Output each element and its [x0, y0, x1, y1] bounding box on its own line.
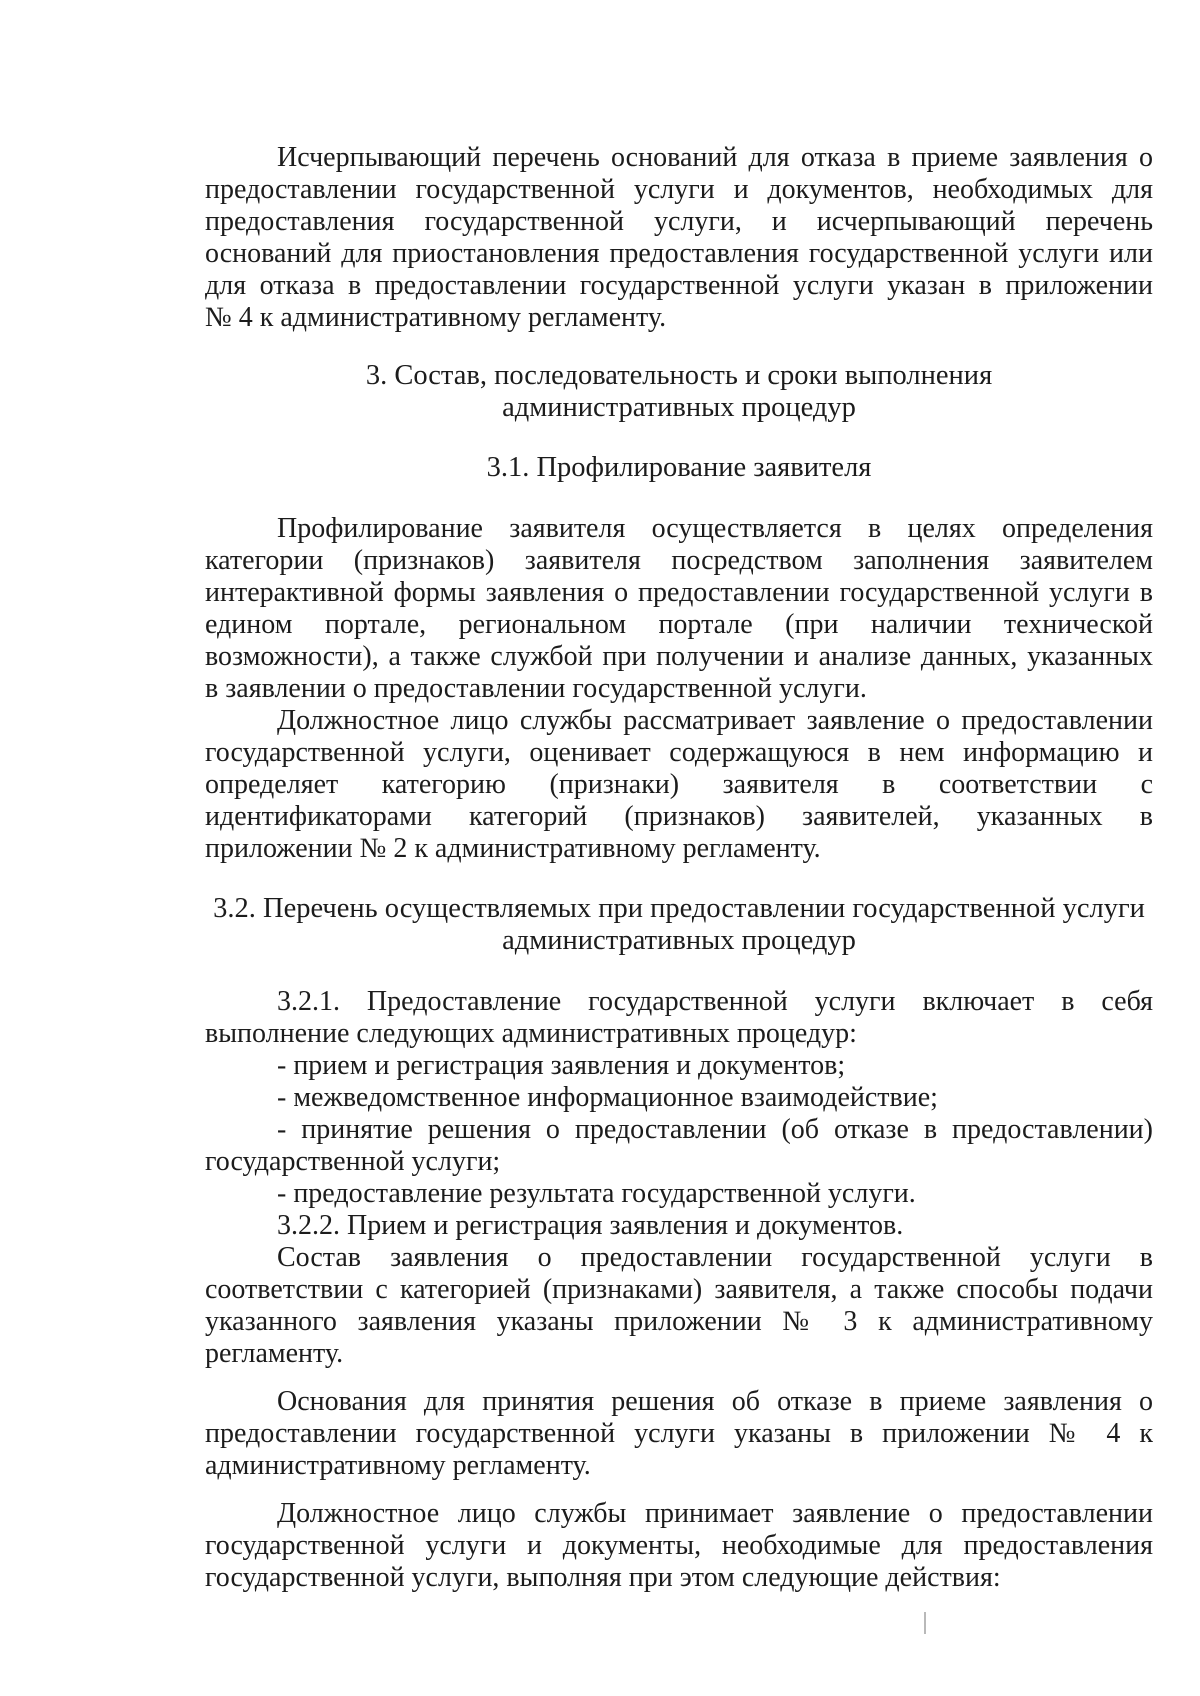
text-line: государственной услуги, оценивает содержащуюся в нем информацию и: [205, 737, 1153, 768]
text-line: выполнение следующих административных процедур:: [205, 1018, 857, 1049]
list-item: - принятие решения о предоставлении (об отказе в предоставлении): [277, 1114, 1153, 1145]
heading-line: 3. Состав, последовательность и сроки выполнения: [365, 360, 993, 391]
text-line: едином портале, региональном портале (при наличии технической: [205, 609, 1153, 640]
text-line: Должностное лицо службы принимает заявление о предоставлении: [277, 1498, 1153, 1529]
heading-line: административных процедур: [502, 392, 856, 423]
text-line: 3.2.1. Предоставление государственной услуги включает в себя: [277, 986, 1153, 1017]
text-line: возможности), а также службой при получении и анализе данных, указанных: [205, 641, 1153, 672]
text-line: предоставлении государственной услуги указаны в приложении № 4 к: [205, 1418, 1153, 1449]
text-line: для отказа в предоставлении государственной услуги указан в приложении: [205, 270, 1153, 301]
list-item: - прием и регистрация заявления и документов;: [277, 1050, 846, 1081]
text-line: регламенту.: [205, 1338, 344, 1369]
scan-artifact: [924, 1612, 926, 1634]
list-item: - предоставление результата государственной услуги.: [277, 1178, 916, 1209]
heading-line: 3.2. Перечень осуществляемых при предоставлении государственной услуги: [213, 893, 1145, 924]
text-line: соответствии с категорией (признаками) заявителя, а также способы подачи: [205, 1274, 1153, 1305]
text-line: государственной услуги и документы, необходимые для предоставления: [205, 1530, 1153, 1561]
text-line: определяет категорию (признаки) заявителя в соответствии с: [205, 769, 1153, 800]
text-line: № 4 к административному регламенту.: [205, 302, 667, 333]
paragraph-3-2-2: 3.2.2. Прием и регистрация заявления и документов.: [277, 1210, 904, 1241]
text-line: идентификаторами категорий (признаков) заявителей, указанных в: [205, 801, 1153, 832]
text-line: категории (признаков) заявителя посредством заполнения заявителем: [205, 545, 1153, 576]
text-line: Состав заявления о предоставлении государственной услуги в: [277, 1242, 1153, 1273]
text-line: предоставлении государственной услуги и документов, необходимых для: [205, 174, 1153, 205]
text-line: приложении № 2 к административному регламенту.: [205, 833, 821, 864]
text-line: государственной услуги, выполняя при этом следующие действия:: [205, 1562, 1001, 1593]
list-item-continuation: государственной услуги;: [205, 1146, 501, 1177]
text-line: Должностное лицо службы рассматривает заявление о предоставлении: [277, 705, 1153, 736]
text-line: административному регламенту.: [205, 1450, 591, 1481]
text-line: Исчерпывающий перечень оснований для отказа в приеме заявления о: [277, 142, 1153, 173]
subsection-heading-3-1: 3.1. Профилирование заявителя: [486, 452, 872, 483]
text-line: указанного заявления указаны приложении № 3 к административному: [205, 1306, 1153, 1337]
list-item: - межведомственное информационное взаимодействие;: [277, 1082, 938, 1113]
text-line: предоставления государственной услуги, и исчерпывающий перечень: [205, 206, 1153, 237]
text-line: в заявлении о предоставлении государственной услуги.: [205, 673, 867, 704]
text-line: интерактивной формы заявления о предоставлении государственной услуги в: [205, 577, 1153, 608]
text-line: Профилирование заявителя осуществляется в целях определения: [277, 513, 1153, 544]
heading-line: административных процедур: [502, 925, 856, 956]
text-line: Основания для принятия решения об отказе в приеме заявления о: [277, 1386, 1153, 1417]
text-line: оснований для приостановления предоставления государственной услуги или: [205, 238, 1153, 269]
